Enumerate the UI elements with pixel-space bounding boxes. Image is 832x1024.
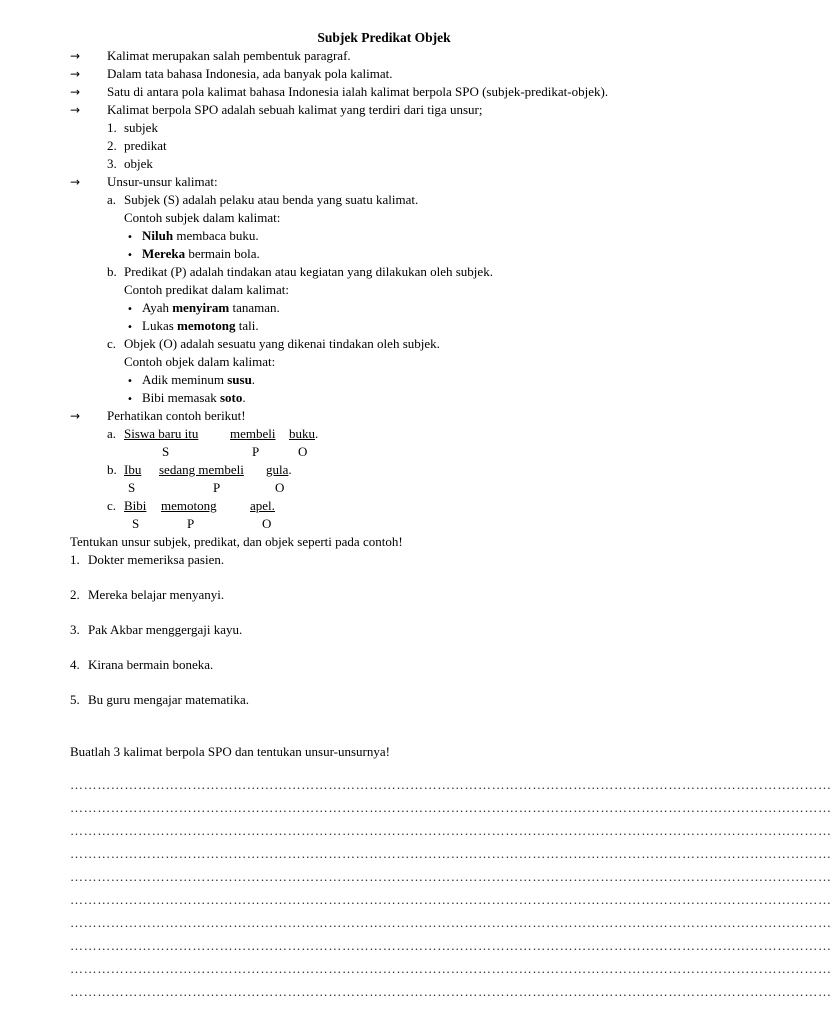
example-heading: Contoh subjek dalam kalimat:: [124, 210, 281, 225]
bullet-item: • Adik meminum susu.: [70, 371, 730, 389]
bullet-item: • Bibi memasak soto.: [70, 389, 730, 407]
list-item: 2. predikat: [107, 138, 167, 153]
arrow-icon: →: [70, 49, 81, 63]
example-sentence: a. Siswa baru itu membeli buku.: [107, 426, 319, 441]
bullet-icon: •: [127, 322, 133, 333]
answer-line[interactable]: ……………………………………………………………………………………………………………………………………………………: [70, 777, 832, 792]
answer-line[interactable]: ……………………………………………………………………………………………………………………………………………………: [70, 938, 832, 953]
answer-line[interactable]: ……………………………………………………………………………………………………………………………………………………: [70, 961, 832, 976]
answer-line[interactable]: ……………………………………………………………………………………………………………………………………………………: [70, 846, 832, 861]
question-item: 3. Pak Akbar menggergaji kayu.: [70, 622, 243, 637]
arrow-icon: →: [70, 85, 81, 99]
definition-predikat: b. Predikat (P) adalah tindakan atau kegiatan yang dilakukan oleh subjek.: [107, 264, 493, 279]
example-sentence: b. Ibu sedang membeli gula.: [107, 462, 292, 477]
section-heading: → Perhatikan contoh berikut!: [70, 408, 246, 423]
answer-line[interactable]: ……………………………………………………………………………………………………………………………………………………: [70, 800, 832, 815]
intro-line: → Satu di antara pola kalimat bahasa Indonesia ialah kalimat berpola SPO (subjek-predikat-objek).: [70, 84, 609, 99]
bullet-item: • Ayah menyiram tanaman.: [70, 299, 730, 317]
question-item: 2. Mereka belajar menyanyi.: [70, 587, 225, 602]
example-sentence: c. Bibi memotong apel.: [107, 498, 275, 513]
page-title: Subjek Predikat Objek: [317, 30, 451, 45]
answer-line[interactable]: ……………………………………………………………………………………………………………………………………………………: [70, 823, 832, 838]
bullet-icon: •: [127, 232, 133, 243]
example-tags: S P O: [128, 480, 285, 495]
example-heading: Contoh predikat dalam kalimat:: [124, 282, 289, 297]
definition-objek: c. Objek (O) adalah sesuatu yang dikenai tindakan oleh subjek.: [107, 336, 440, 351]
question-item: 1. Dokter memeriksa pasien.: [70, 552, 225, 567]
bullet-icon: •: [127, 304, 133, 315]
task-instruction: Buatlah 3 kalimat berpola SPO dan tentukan unsur-unsurnya!: [70, 744, 390, 759]
example-heading: Contoh objek dalam kalimat:: [124, 354, 276, 369]
arrow-icon: →: [70, 175, 81, 189]
question-item: 4. Kirana bermain boneka.: [70, 657, 214, 672]
bullet-item: • Niluh membaca buku.: [70, 227, 730, 245]
answer-line[interactable]: ……………………………………………………………………………………………………………………………………………………: [70, 915, 832, 930]
bullet-icon: •: [127, 376, 133, 387]
list-item: 3. objek: [107, 156, 153, 171]
example-tags: S P O: [132, 516, 272, 531]
question-item: 5. Bu guru mengajar matematika.: [70, 692, 250, 707]
intro-line: → Kalimat merupakan salah pembentuk paragraf.: [70, 48, 351, 63]
example-tags: S P O: [162, 444, 308, 459]
section-heading: → Unsur-unsur kalimat:: [70, 174, 218, 189]
answer-line[interactable]: ……………………………………………………………………………………………………………………………………………………: [70, 984, 832, 999]
definition-subjek: a. Subjek (S) adalah pelaku atau benda yang suatu kalimat.: [107, 192, 419, 207]
answer-line[interactable]: ……………………………………………………………………………………………………………………………………………………: [70, 869, 832, 884]
arrow-icon: →: [70, 67, 81, 81]
list-item: 1. subjek: [107, 120, 158, 135]
intro-line: → Kalimat berpola SPO adalah sebuah kalimat yang terdiri dari tiga unsur;: [70, 102, 483, 117]
bullet-icon: •: [127, 250, 133, 261]
intro-line: → Dalam tata bahasa Indonesia, ada banyak pola kalimat.: [70, 66, 393, 81]
arrow-icon: →: [70, 409, 81, 423]
bullet-item: • Lukas memotong tali.: [70, 317, 730, 335]
task-instruction: Tentukan unsur subjek, predikat, dan objek seperti pada contoh!: [70, 534, 403, 549]
bullet-item: • Mereka bermain bola.: [70, 245, 730, 263]
worksheet-content: [70, 47, 832, 1006]
answer-line[interactable]: ……………………………………………………………………………………………………………………………………………………: [70, 892, 832, 907]
arrow-icon: →: [70, 103, 81, 117]
bullet-icon: •: [127, 394, 133, 405]
